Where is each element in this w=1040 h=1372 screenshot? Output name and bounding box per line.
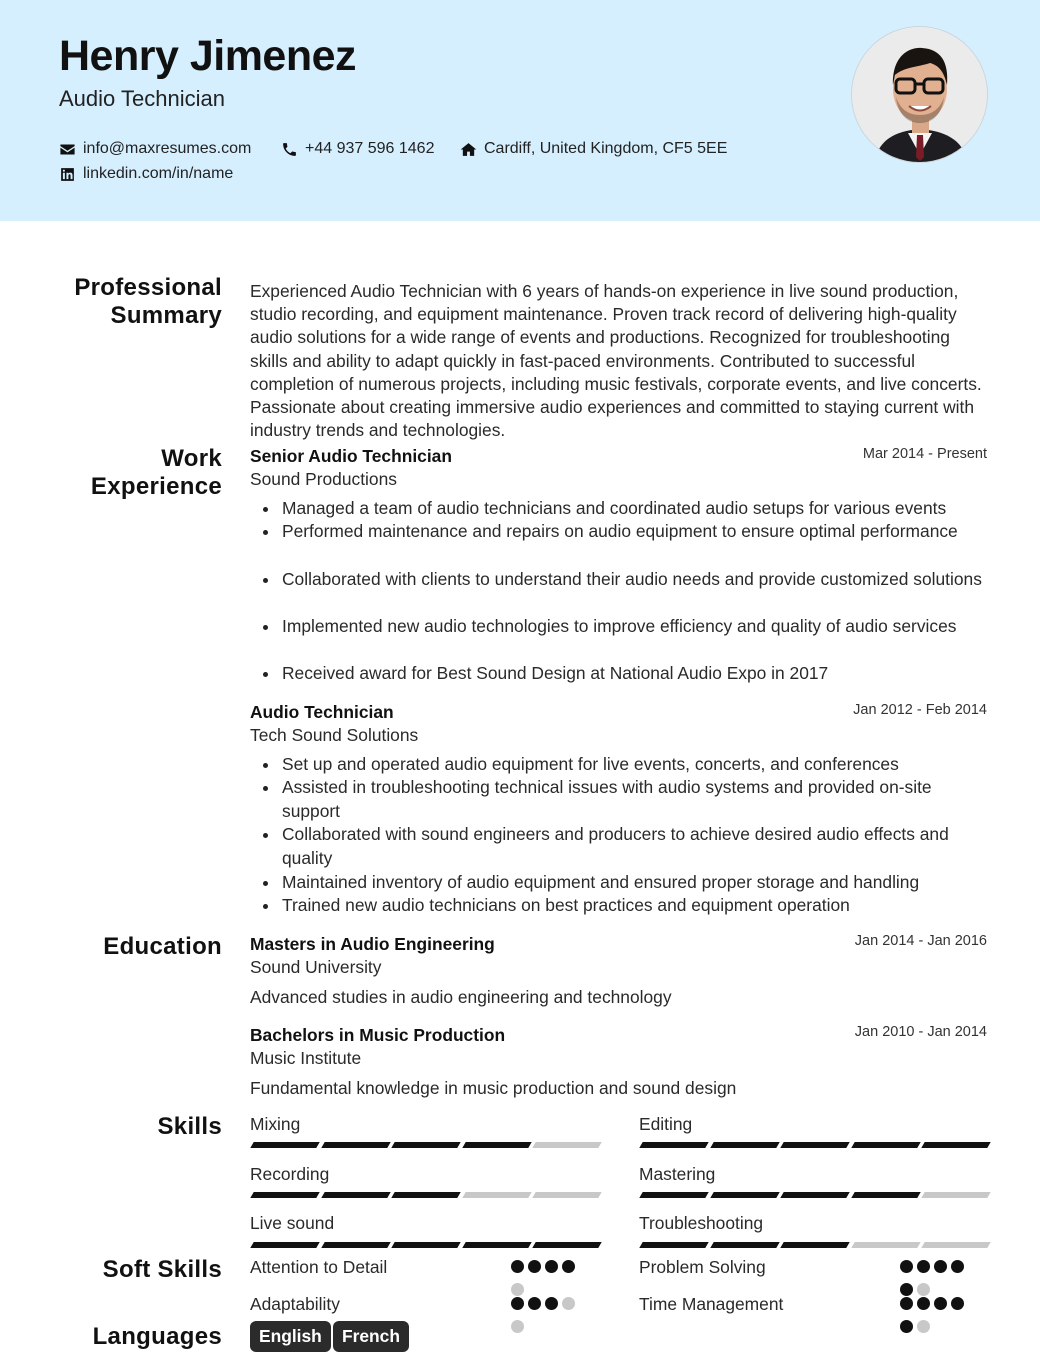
bullet-item: Collaborated with sound engineers and producers to achieve desired audio effects and quality — [250, 823, 990, 870]
skill-bar — [252, 1142, 600, 1148]
bullet-item: Collaborated with clients to understand their audio needs and provide customized solutions — [250, 568, 990, 592]
email-text: info@maxresumes.com — [83, 140, 252, 157]
envelope-icon — [59, 141, 76, 158]
section-title-soft-skills: Soft Skills — [102, 1256, 222, 1283]
soft-skill-dot — [545, 1260, 558, 1273]
phone-icon — [281, 141, 298, 158]
skill-bar-segment — [639, 1242, 708, 1248]
job-company: Sound Productions — [250, 469, 397, 489]
resume-header — [0, 0, 1040, 221]
edu-dates: Jan 2014 - Jan 2016 — [854, 933, 987, 949]
section-title-skills: Skills — [157, 1113, 222, 1140]
skill-name: Recording — [250, 1164, 330, 1184]
skill-bar-segment — [250, 1192, 319, 1198]
address-text: Cardiff, United Kingdom, CF5 5EE — [484, 140, 728, 157]
soft-skill-dot — [900, 1283, 913, 1296]
skill-bar — [641, 1192, 989, 1198]
skill-bar-segment — [780, 1192, 849, 1198]
home-icon — [460, 141, 477, 158]
skill-bar-segment — [321, 1142, 390, 1148]
bullet-item: Maintained inventory of audio equipment and ensured proper storage and handling — [250, 871, 990, 895]
profile-photo — [851, 26, 988, 163]
soft-skill-dot — [917, 1320, 930, 1333]
soft-skill-dot — [934, 1297, 947, 1310]
skill-bar-segment — [533, 1192, 602, 1198]
skill-bar-segment — [922, 1242, 991, 1248]
section-title-languages: Languages — [92, 1323, 222, 1350]
skill-bar-segment — [710, 1142, 779, 1148]
skill-bar-segment — [250, 1142, 319, 1148]
contact-address — [460, 140, 727, 158]
skill-bar-segment — [639, 1142, 708, 1148]
skill-bar-segment — [321, 1242, 390, 1248]
job-role: Senior Audio Technician — [250, 446, 452, 466]
skill-name: Live sound — [250, 1213, 335, 1233]
skill-bar-segment — [391, 1192, 460, 1198]
candidate-title: Audio Technician — [59, 86, 225, 111]
skill-name: Mastering — [639, 1164, 716, 1184]
skill-name: Editing — [639, 1114, 693, 1134]
contact-email[interactable] — [59, 140, 251, 158]
section-title-experience: Work Experience — [90, 445, 222, 500]
soft-skill-name: Problem Solving — [639, 1257, 766, 1277]
skill-bar-segment — [533, 1242, 602, 1248]
phone-text: +44 937 596 1462 — [305, 140, 435, 157]
soft-skill-dots — [900, 1297, 978, 1343]
soft-skill-dot — [511, 1320, 524, 1333]
skill-bar-segment — [391, 1242, 460, 1248]
job-company: Tech Sound Solutions — [250, 725, 419, 745]
skill-bar-segment — [250, 1242, 319, 1248]
soft-skill-name: Time Management — [639, 1294, 784, 1314]
language-badge: English — [250, 1321, 331, 1352]
skill-name: Troubleshooting — [639, 1213, 764, 1233]
soft-skill-dot — [528, 1260, 541, 1273]
soft-skill-dot — [917, 1260, 930, 1273]
soft-skill-dot — [900, 1297, 913, 1310]
skill-bar — [252, 1192, 600, 1198]
soft-skill-dot — [545, 1297, 558, 1310]
soft-skill-dot — [562, 1260, 575, 1273]
skill-bar-segment — [533, 1142, 602, 1148]
soft-skill-dot — [511, 1260, 524, 1273]
bullet-item: Trained new audio technicians on best practices and equipment operation — [250, 894, 990, 918]
soft-skill-dots — [511, 1297, 589, 1343]
edu-description: Advanced studies in audio engineering and technology — [250, 987, 672, 1007]
soft-skill-dot — [511, 1297, 524, 1310]
linkedin-icon — [59, 166, 76, 183]
candidate-name: Henry Jimenez — [59, 32, 357, 80]
bullet-item: Implemented new audio technologies to improve efficiency and quality of audio services — [250, 615, 956, 639]
skill-bar-segment — [851, 1142, 920, 1148]
contact-linkedin[interactable] — [59, 165, 233, 183]
skill-bar-segment — [462, 1242, 531, 1248]
job-dates: Jan 2012 - Feb 2014 — [853, 702, 987, 718]
skill-name: Mixing — [250, 1114, 301, 1134]
edu-dates: Jan 2010 - Jan 2014 — [854, 1024, 987, 1040]
skill-bar — [252, 1242, 600, 1248]
soft-skill-dot — [528, 1297, 541, 1310]
soft-skill-dot — [562, 1297, 575, 1310]
skill-bar-segment — [922, 1142, 991, 1148]
skill-bar-segment — [639, 1192, 708, 1198]
edu-degree: Masters in Audio Engineering — [250, 934, 495, 954]
linkedin-text: linkedin.com/in/name — [83, 165, 234, 182]
soft-skill-dot — [917, 1283, 930, 1296]
bullet-item: Set up and operated audio equipment for live events, concerts, and conferences — [250, 753, 990, 777]
skill-bar-segment — [710, 1242, 779, 1248]
skill-bar-segment — [780, 1242, 849, 1248]
section-title-summary: Professional Summary — [74, 274, 222, 329]
soft-skill-dot — [951, 1260, 964, 1273]
job-role: Audio Technician — [250, 702, 394, 722]
soft-skill-dot — [900, 1320, 913, 1333]
bullet-item: Assisted in troubleshooting technical issues with audio systems and provided on-site support — [250, 776, 990, 823]
edu-description: Fundamental knowledge in music production and sound design — [250, 1078, 737, 1098]
skill-bar-segment — [851, 1242, 920, 1248]
bullet-item: Managed a team of audio technicians and coordinated audio setups for various events — [250, 497, 946, 521]
skill-bar-segment — [462, 1192, 531, 1198]
skill-bar — [641, 1242, 989, 1248]
skill-bar-segment — [851, 1192, 920, 1198]
summary-text: Experienced Audio Technician with 6 years of hands-on experience in live sound production, studio recording, and equipment maintenance. Proven track record of delivering high-quality audio solutions for a wide range of events and productions. Recognized for troubleshooting skills and ability to adapt quickly in fast-paced environments. Contributed to successful completion of numerous projects, including music festivals, corporate events, and live concerts. Passionate about creating immersive audio experiences and committed to staying current with industry trends and technologies. — [250, 281, 982, 441]
contact-phone[interactable] — [281, 140, 434, 158]
skill-bar-segment — [710, 1192, 779, 1198]
edu-degree: Bachelors in Music Production — [250, 1025, 506, 1045]
soft-skill-name: Attention to Detail — [250, 1257, 388, 1277]
skill-bar-segment — [321, 1192, 390, 1198]
skill-bar-segment — [922, 1192, 991, 1198]
soft-skill-dot — [511, 1283, 524, 1296]
soft-skill-dot — [900, 1260, 913, 1273]
skill-bar — [641, 1142, 989, 1148]
soft-skill-dot — [951, 1297, 964, 1310]
bullet-item: Performed maintenance and repairs on audio equipment to ensure optimal performance — [250, 520, 958, 544]
soft-skill-dot — [917, 1297, 930, 1310]
section-title-education: Education — [103, 933, 222, 960]
soft-skill-dot — [934, 1260, 947, 1273]
bullet-item: Received award for Best Sound Design at National Audio Expo in 2017 — [250, 662, 828, 686]
skill-bar-segment — [462, 1142, 531, 1148]
skill-bar-segment — [391, 1142, 460, 1148]
edu-school: Music Institute — [250, 1048, 362, 1068]
soft-skill-name: Adaptability — [250, 1294, 340, 1314]
job-dates: Mar 2014 - Present — [862, 446, 987, 462]
edu-school: Sound University — [250, 957, 382, 977]
language-badge: French — [333, 1321, 409, 1352]
skill-bar-segment — [780, 1142, 849, 1148]
